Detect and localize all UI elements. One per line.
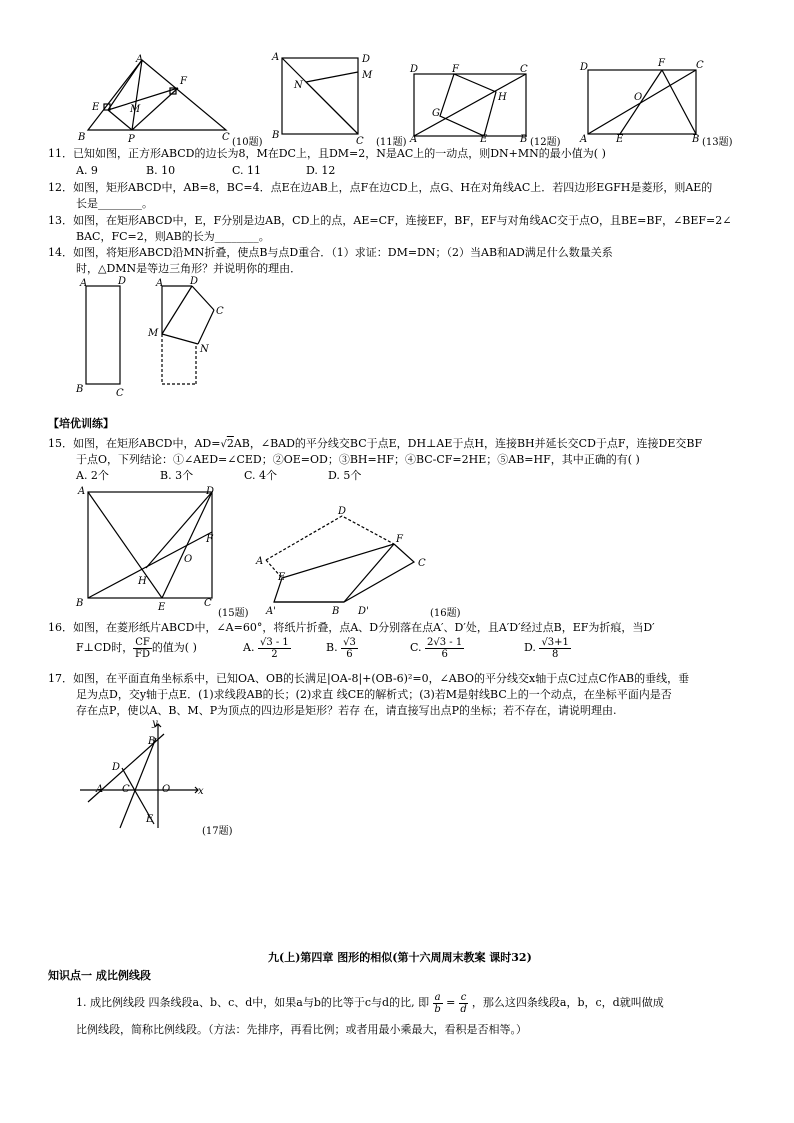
fig16-pt: A'	[266, 606, 276, 617]
fig17-pt: D	[112, 762, 121, 773]
fig10-pt: B	[78, 132, 86, 143]
fig12-pt: E	[480, 134, 488, 145]
fig17-pt: O	[162, 784, 171, 795]
fig12-pt: C	[520, 64, 528, 75]
fig16-pt: C	[418, 558, 426, 569]
q13-text: BAC，FC=2，则AB的长为________。	[76, 230, 270, 243]
fig10-pt: C	[222, 132, 230, 143]
q11-option: A. 9	[76, 164, 98, 177]
fig11-pt: N	[294, 80, 303, 91]
fig13-pt: A	[580, 134, 588, 145]
q15-text: 于点O，下列结论：①∠AED=∠CED；②OE=OD；③BH=HF；④BC-CF=2HE；⑤AB=HF，其中正确的有( )	[76, 453, 640, 466]
fig14-pt: D	[190, 276, 199, 287]
definition-text: 1. 成比例线段 四条线段a、b、c、d中，如果a与b的比等于c与d的比, 即 $\frac{a}{b}$ = $\frac{c}{d}$ ，那么这四条线段a，b，c，d就叫做成	[76, 991, 664, 1015]
fig15-pt: H	[138, 576, 147, 587]
fig12-pt: A	[410, 134, 418, 145]
fig13-pt: B	[692, 134, 700, 145]
q16-option: D. $\frac{√3+1}{8}$	[524, 636, 569, 660]
q17-text: 足为点D，交y轴于点E．(1)求线段AB的长；(2)求直 线CE的解析式；(3)若M是射线BC上的一个动点，在坐标平面内是否	[76, 688, 672, 701]
fig15-pt: B	[76, 598, 84, 609]
figure-16	[254, 504, 434, 618]
fig13-pt: O	[634, 92, 643, 103]
q12-text: 12．如图，矩形ABCD中，AB=8，BC=4．点E在边AB上，点F在边CD上，点G、H在对角线AC上．若四边形EGFH是菱形，则AE的	[48, 181, 713, 194]
fig13-pt: E	[616, 134, 624, 145]
figure-14	[72, 274, 242, 399]
fig12-pt: F	[452, 64, 459, 75]
fig11-pt: D	[362, 54, 371, 65]
figure-13	[578, 58, 708, 145]
fig14-pt: C	[216, 306, 224, 317]
definition-text: 比例线段，简称比例线段。（方法：先排序，再看比例；或者用最小乘最大，看积是否相等。）	[76, 1023, 527, 1036]
fig12-pt: B	[520, 134, 528, 145]
fig17-pt: A	[96, 784, 104, 795]
fig14-pt: M	[148, 328, 159, 339]
fig17-pt: B	[148, 736, 156, 747]
fig12-pt: H	[498, 92, 507, 103]
fig14-pt: B	[76, 384, 84, 395]
figure-10	[78, 52, 238, 145]
fig10-pt: F	[180, 76, 187, 87]
fig17-label: (17题)	[202, 826, 233, 837]
q16-option: C. $\frac{2√3 - 1}{6}$	[410, 636, 463, 660]
knowledge-point-heading: 知识点一 成比例线段	[48, 969, 151, 982]
fig16-pt: E	[278, 572, 286, 583]
chapter-title: 九(上)第四章 图形的相似(第十六周周末教案 课时32)	[268, 951, 532, 964]
fig10-label: (10题)	[232, 137, 263, 148]
fig15-pt: E	[158, 602, 166, 613]
fig15-pt: D	[206, 486, 215, 497]
fig17-pt: E	[146, 814, 154, 825]
fig15-label: (15题)	[218, 608, 249, 619]
fig12-pt: G	[432, 108, 440, 119]
q12-text: 长是________。	[76, 197, 153, 210]
q16-text: F⊥CD时， $\frac{CF}{FD}$ 的值为( )	[76, 636, 197, 660]
q17-text: 17．如图，在平面直角坐标系中，已知OA、OB的长满足|OA-8|+(OB-6)²=0，∠ABO的平分线交x轴于点C过点C作AB的垂线，垂	[48, 672, 690, 685]
q11-option: C. 11	[232, 164, 262, 177]
fig15-pt: O	[184, 554, 193, 565]
fig10-pt: M	[130, 104, 141, 115]
figure-12	[408, 62, 533, 145]
q16-option: A. $\frac{√3 - 1}{2}$	[243, 636, 289, 660]
fig14-pt: A	[156, 278, 164, 289]
fig16-pt: B	[332, 606, 340, 617]
fig11-pt: M	[362, 70, 373, 81]
fig12-label: (12题)	[530, 137, 561, 148]
fig11-label: (11题)	[376, 137, 407, 148]
fig11-pt: C	[356, 136, 364, 147]
q11-text: 11．已知如图，正方形ABCD的边长为8，M在DC上，且DM=2，N是AC上的一动点，则DN+MN的最小值为( )	[48, 147, 606, 160]
q16-option: B. $\frac{√3}{6}$	[326, 636, 356, 660]
fig14-pt: C	[116, 388, 124, 399]
figure-15	[74, 484, 234, 614]
fig15-pt: C	[204, 598, 212, 609]
fig16-pt: D	[338, 506, 347, 517]
q17-text: 存在点P，使以A、B、M、P为顶点的四边形是矩形？若存 在，请直接写出点P的坐标；若不存在，请说明理由.	[76, 704, 617, 717]
q11-option: D. 12	[306, 164, 336, 177]
q13-text: 13．如图，在矩形ABCD中，E，F分别是边AB，CD上的点，AE=CF，连接EF，BF，EF与对角线AC交于点O，且BE=BF，∠BEF=2∠	[48, 214, 732, 227]
q14-text: 14．如图，将矩形ABCD沿MN折叠，使点B与点D重合．（1）求证：DM=DN；（2）当AB和AD满足什么数量关系	[48, 246, 613, 259]
q15-option: B. 3个	[160, 469, 194, 482]
fig16-pt: A	[256, 556, 264, 567]
fig13-pt: C	[696, 60, 704, 71]
fig11-pt: A	[272, 52, 280, 63]
fig13-pt: D	[580, 62, 589, 73]
fig14-pt: A	[80, 278, 88, 289]
fig10-pt: E	[92, 102, 100, 113]
q15-option: C. 4个	[244, 469, 278, 482]
fig10-pt: A	[136, 54, 144, 65]
fig15-pt: A	[78, 486, 86, 497]
figure-17	[74, 718, 214, 834]
q16-text: 16．如图，在菱形纸片ABCD中，∠A=60°，将纸片折叠，点A、D分别落在点A′、D′处，且A′D′经过点B，EF为折痕，当D′	[48, 621, 655, 634]
fig16-pt: D'	[358, 606, 369, 617]
fig17-pt: C	[122, 784, 130, 795]
fig10-pt: P	[128, 134, 135, 145]
fig15-pt: F	[206, 534, 213, 545]
fig13-pt: F	[658, 58, 665, 69]
q15-text: 15．如图，在矩形ABCD中，AD=√2AB，∠BAD的平分线交BC于点E，DH⊥AE于点H，连接BH并延长交CD于点F，连接DE交BF	[48, 437, 703, 450]
fig17-pt: x	[198, 786, 204, 797]
fig14-pt: N	[200, 344, 209, 355]
figure-11	[270, 50, 380, 145]
fig17-pt: y	[152, 718, 158, 729]
fig11-pt: B	[272, 130, 280, 141]
q14-text: 时，△DMN是等边三角形？并说明你的理由．	[76, 262, 302, 275]
fig13-label: (13题)	[702, 137, 733, 148]
q15-option: D. 5个	[328, 469, 362, 482]
fig14-pt: D	[118, 276, 127, 287]
q15-option: A. 2个	[76, 469, 109, 482]
section-heading: 【培优训练】	[48, 417, 114, 430]
fig12-pt: D	[410, 64, 419, 75]
q11-option: B. 10	[146, 164, 176, 177]
fig16-label: (16题)	[430, 608, 461, 619]
fig16-pt: F	[396, 534, 403, 545]
